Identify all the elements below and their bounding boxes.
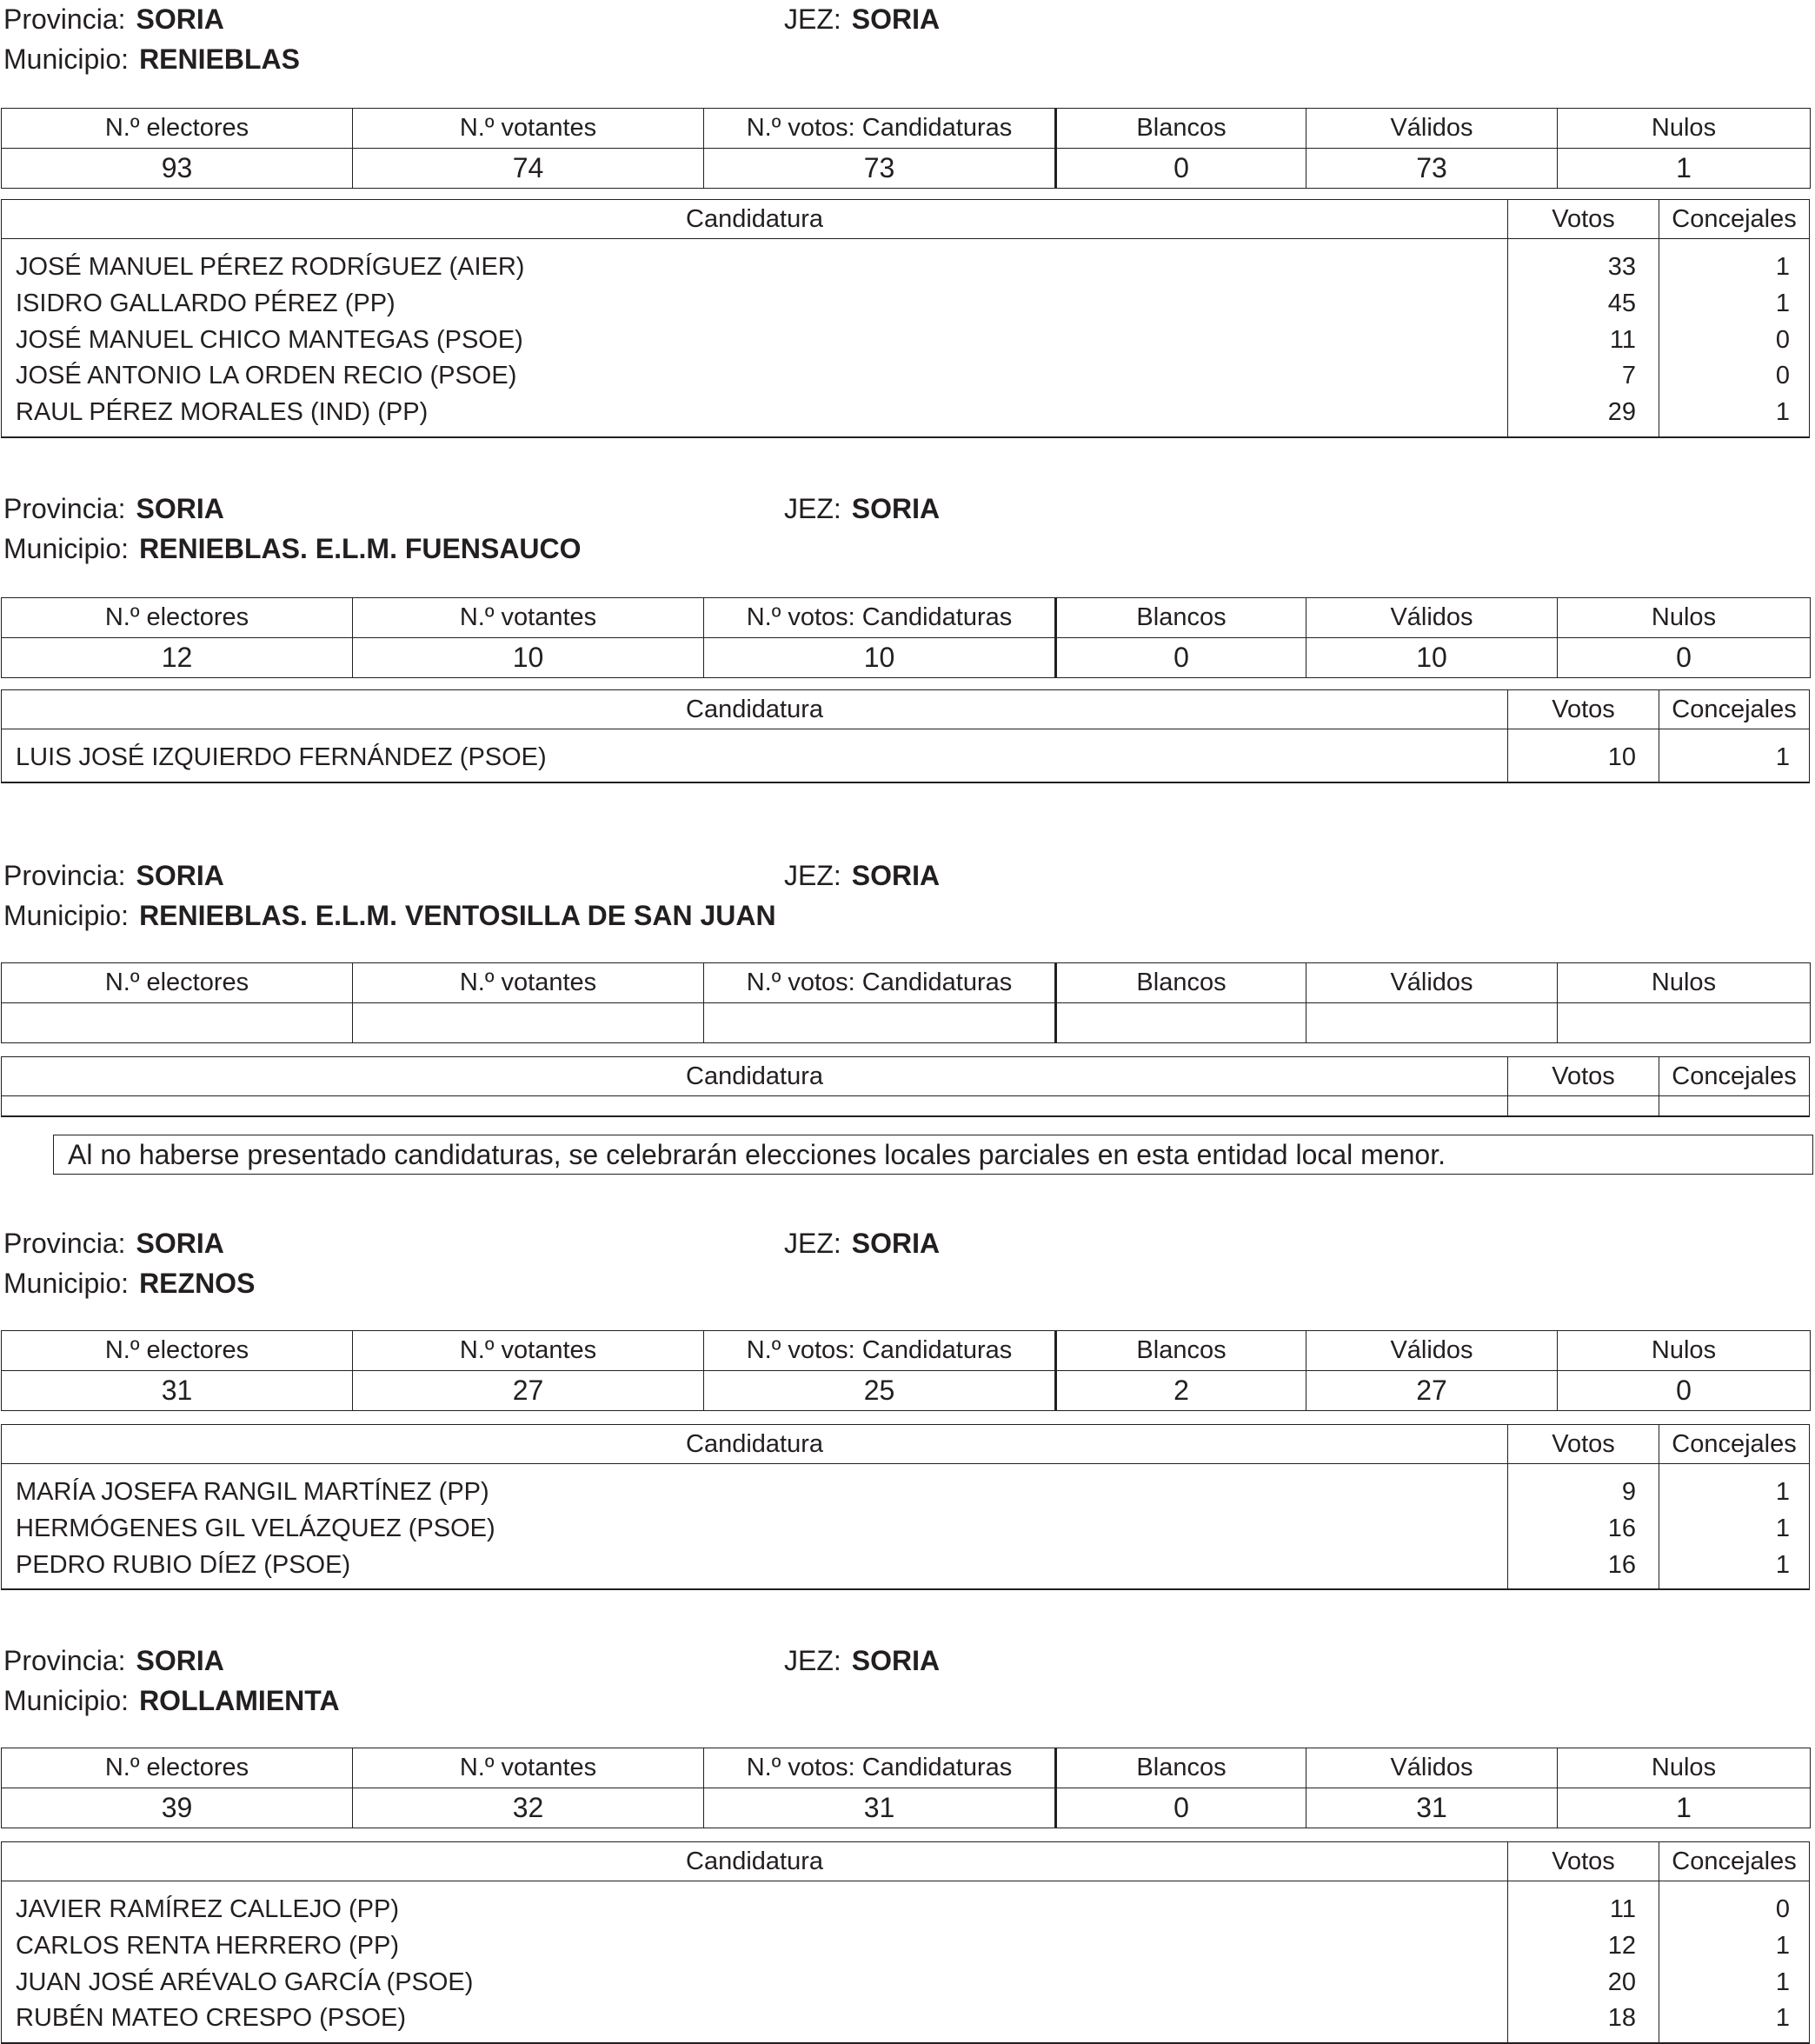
- nulos-value: 1: [1558, 1788, 1811, 1828]
- candidato-nombre: JUAN JOSÉ ARÉVALO GARCÍA (PSOE): [16, 1967, 474, 1996]
- jez-line: [784, 858, 940, 893]
- municipio-label: Municipio:: [3, 1268, 130, 1299]
- votantes-header: N.º votantes: [353, 963, 704, 1003]
- concejales-header: Concejales: [1672, 1062, 1797, 1090]
- candidatura-header: Candidatura: [2, 1842, 1508, 1881]
- blancos-value: 0: [1056, 638, 1306, 678]
- votantes-value: 74: [353, 149, 704, 189]
- summary-table: [1, 108, 1811, 189]
- candidato-concejales: 1: [1775, 398, 1790, 427]
- candidato-concejales: 0: [1775, 1895, 1790, 1923]
- candidato-votos: 11: [1609, 325, 1636, 354]
- provincia-label: Provincia:: [3, 1228, 126, 1259]
- candidato-concejales: 0: [1775, 362, 1790, 390]
- blancos-value: 0: [1056, 1788, 1306, 1828]
- provincia-label: Provincia:: [3, 493, 126, 524]
- jez-value: SORIA: [851, 1228, 941, 1259]
- nulos-header: Nulos: [1558, 598, 1811, 638]
- municipio-value: RENIEBLAS: [139, 43, 300, 75]
- validos-value: [1306, 1003, 1558, 1043]
- votantes-value: 32: [353, 1788, 704, 1828]
- candidato-votos: 12: [1607, 1931, 1636, 1960]
- jez-line: [784, 1226, 940, 1261]
- provincia-value: SORIA: [136, 3, 224, 35]
- candidato-nombre: RUBÉN MATEO CRESPO (PSOE): [16, 2004, 407, 2033]
- validos-value: 10: [1306, 638, 1558, 678]
- electores-value: 12: [2, 638, 353, 678]
- validos-value: 27: [1306, 1371, 1558, 1411]
- candidato-concejales: 1: [1775, 1967, 1790, 1996]
- candidato-names: [2, 1881, 1508, 2042]
- nota-box: Al no haberse presentado candidaturas, se celebrarán elecciones locales parciales en esta entidad local menor.: [53, 1135, 1813, 1175]
- votos-header: Votos: [1508, 1842, 1659, 1881]
- provincia-line: [3, 858, 224, 893]
- votantes-header: N.º votantes: [353, 1748, 704, 1788]
- votantes-header: N.º votantes: [353, 1331, 704, 1371]
- provincia-label: Provincia:: [3, 1645, 126, 1676]
- candidato-concejales: 0: [1775, 325, 1790, 354]
- nulos-header: Nulos: [1558, 963, 1811, 1003]
- municipio-value: RENIEBLAS. E.L.M. FUENSAUCO: [139, 533, 582, 564]
- candidato-votos-col: [1508, 1464, 1659, 1588]
- jez-label: JEZ:: [784, 1228, 841, 1259]
- candidato-nombre: HERMÓGENES GIL VELÁZQUEZ (PSOE): [16, 1514, 495, 1542]
- concejales-header: Concejales: [1672, 1847, 1797, 1875]
- candidatura-table: [1, 1841, 1810, 2044]
- blancos-value: [1056, 1003, 1306, 1043]
- summary-table: [1, 962, 1811, 1043]
- candidato-votos: 7: [1621, 362, 1636, 390]
- validos-value: 73: [1306, 149, 1558, 189]
- electores-header: N.º electores: [2, 963, 353, 1003]
- electores-header: N.º electores: [2, 1748, 353, 1788]
- validos-header: Válidos: [1306, 598, 1558, 638]
- blancos-header: Blancos: [1056, 1748, 1306, 1788]
- candidato-concejales-col: [1659, 729, 1809, 782]
- municipio-label: Municipio:: [3, 43, 130, 75]
- provincia-value: SORIA: [136, 493, 224, 524]
- electores-header: N.º electores: [2, 109, 353, 149]
- candidato-names: [2, 1096, 1508, 1115]
- candidato-nombre: LUIS JOSÉ IZQUIERDO FERNÁNDEZ (PSOE): [16, 743, 547, 771]
- candidatura-header: Candidatura: [2, 1057, 1508, 1095]
- candidato-votos-col: [1508, 1096, 1659, 1115]
- municipio-line: [3, 531, 582, 566]
- votos-candidaturas-value: 25: [704, 1371, 1056, 1411]
- votos-candidaturas-header: N.º votos: Candidaturas: [704, 1331, 1056, 1371]
- candidato-names: [2, 729, 1508, 782]
- blancos-header: Blancos: [1056, 109, 1306, 149]
- candidato-votos: 33: [1607, 253, 1636, 281]
- votos-candidaturas-header: N.º votos: Candidaturas: [704, 598, 1056, 638]
- votos-header: Votos: [1508, 200, 1659, 238]
- validos-header: Válidos: [1306, 109, 1558, 149]
- candidato-concejales: 1: [1775, 289, 1790, 317]
- validos-value: 31: [1306, 1788, 1558, 1828]
- jez-value: SORIA: [851, 860, 941, 891]
- candidato-names: [2, 1464, 1508, 1588]
- validos-header: Válidos: [1306, 1748, 1558, 1788]
- votantes-header: N.º votantes: [353, 598, 704, 638]
- jez-value: SORIA: [851, 493, 941, 524]
- candidatura-header: Candidatura: [2, 1425, 1508, 1463]
- concejales-header: Concejales: [1672, 695, 1797, 723]
- candidato-votos-col: [1508, 239, 1659, 436]
- votantes-value: 27: [353, 1371, 704, 1411]
- electores-header: N.º electores: [2, 598, 353, 638]
- jez-line: [784, 1643, 940, 1678]
- nulos-header: Nulos: [1558, 1331, 1811, 1371]
- nulos-value: 0: [1558, 1371, 1811, 1411]
- candidato-concejales: 1: [1775, 743, 1790, 771]
- jez-line: [784, 491, 940, 526]
- candidato-nombre: JOSÉ MANUEL PÉREZ RODRÍGUEZ (AIER): [16, 253, 525, 281]
- provincia-label: Provincia:: [3, 3, 126, 35]
- candidatura-table: [1, 1424, 1810, 1590]
- candidato-nombre: JOSÉ ANTONIO LA ORDEN RECIO (PSOE): [16, 362, 517, 390]
- provincia-value: SORIA: [136, 860, 224, 891]
- summary-table: [1, 1748, 1811, 1828]
- votos-header: Votos: [1508, 1425, 1659, 1463]
- summary-table: [1, 597, 1811, 678]
- blancos-value: 2: [1056, 1371, 1306, 1411]
- concejales-header: Concejales: [1672, 1429, 1797, 1458]
- jez-line: [784, 2, 940, 37]
- validos-header: Válidos: [1306, 963, 1558, 1003]
- votantes-value: 10: [353, 638, 704, 678]
- electores-header: N.º electores: [2, 1331, 353, 1371]
- candidato-concejales-col: [1659, 1881, 1809, 2042]
- candidato-concejales: 1: [1775, 1514, 1790, 1542]
- provincia-label: Provincia:: [3, 860, 126, 891]
- candidatura-header: Candidatura: [2, 200, 1508, 238]
- candidato-concejales: 1: [1775, 2004, 1790, 2033]
- blancos-header: Blancos: [1056, 963, 1306, 1003]
- votos-candidaturas-value: [704, 1003, 1056, 1043]
- municipio-label: Municipio:: [3, 1685, 130, 1716]
- jez-label: JEZ:: [784, 493, 841, 524]
- candidato-nombre: CARLOS RENTA HERRERO (PP): [16, 1931, 399, 1960]
- candidatura-table: [1, 1056, 1810, 1117]
- candidato-concejales: 1: [1775, 253, 1790, 281]
- municipio-line: [3, 42, 300, 77]
- municipio-line: [3, 1683, 340, 1718]
- provincia-value: SORIA: [136, 1645, 224, 1676]
- candidato-votos-col: [1508, 729, 1659, 782]
- candidato-names: [2, 239, 1508, 436]
- votos-candidaturas-value: 31: [704, 1788, 1056, 1828]
- jez-value: SORIA: [851, 3, 941, 35]
- candidato-votos: 29: [1607, 398, 1636, 427]
- jez-label: JEZ:: [784, 1645, 841, 1676]
- candidato-votos-col: [1508, 1881, 1659, 2042]
- votos-candidaturas-header: N.º votos: Candidaturas: [704, 109, 1056, 149]
- votos-candidaturas-value: 73: [704, 149, 1056, 189]
- electores-value: 93: [2, 149, 353, 189]
- provincia-line: [3, 2, 224, 37]
- electores-value: [2, 1003, 353, 1043]
- municipio-value: ROLLAMIENTA: [139, 1685, 340, 1716]
- candidato-concejales: 1: [1775, 1478, 1790, 1506]
- provincia-line: [3, 1226, 224, 1261]
- candidato-votos: 45: [1607, 289, 1636, 317]
- validos-header: Válidos: [1306, 1331, 1558, 1371]
- votos-header: Votos: [1508, 690, 1659, 729]
- blancos-header: Blancos: [1056, 598, 1306, 638]
- municipio-value: RENIEBLAS. E.L.M. VENTOSILLA DE SAN JUAN: [139, 900, 776, 931]
- votos-candidaturas-header: N.º votos: Candidaturas: [704, 963, 1056, 1003]
- candidatura-table: [1, 689, 1810, 783]
- municipio-value: REZNOS: [139, 1268, 256, 1299]
- votos-candidaturas-header: N.º votos: Candidaturas: [704, 1748, 1056, 1788]
- nulos-value: 0: [1558, 638, 1811, 678]
- candidato-concejales: 1: [1775, 1550, 1790, 1579]
- concejales-header: Concejales: [1672, 204, 1797, 233]
- candidato-nombre: RAUL PÉREZ MORALES (IND) (PP): [16, 398, 429, 427]
- candidato-votos: 16: [1607, 1514, 1636, 1542]
- nulos-header: Nulos: [1558, 1748, 1811, 1788]
- nulos-value: [1558, 1003, 1811, 1043]
- candidato-nombre: ISIDRO GALLARDO PÉREZ (PP): [16, 289, 396, 317]
- provincia-line: [3, 1643, 224, 1678]
- blancos-header: Blancos: [1056, 1331, 1306, 1371]
- jez-value: SORIA: [851, 1645, 941, 1676]
- candidato-concejales-col: [1659, 1464, 1809, 1588]
- votos-candidaturas-value: 10: [704, 638, 1056, 678]
- votantes-value: [353, 1003, 704, 1043]
- votantes-header: N.º votantes: [353, 109, 704, 149]
- candidato-concejales-col: [1659, 239, 1809, 436]
- candidato-votos: 20: [1607, 1967, 1636, 1996]
- electores-value: 39: [2, 1788, 353, 1828]
- blancos-value: 0: [1056, 149, 1306, 189]
- nulos-header: Nulos: [1558, 109, 1811, 149]
- votos-header: Votos: [1508, 1057, 1659, 1095]
- nulos-value: 1: [1558, 149, 1811, 189]
- candidato-votos: 18: [1607, 2004, 1636, 2033]
- provincia-line: [3, 491, 224, 526]
- municipio-line: [3, 1266, 255, 1301]
- jez-label: JEZ:: [784, 860, 841, 891]
- candidatura-table: [1, 199, 1810, 438]
- candidato-votos: 9: [1621, 1478, 1636, 1506]
- municipio-label: Municipio:: [3, 900, 130, 931]
- candidato-concejales-col: [1659, 1096, 1809, 1115]
- candidato-nombre: JOSÉ MANUEL CHICO MANTEGAS (PSOE): [16, 325, 523, 354]
- jez-label: JEZ:: [784, 3, 841, 35]
- candidato-nombre: MARÍA JOSEFA RANGIL MARTÍNEZ (PP): [16, 1478, 489, 1506]
- candidatura-header: Candidatura: [2, 690, 1508, 729]
- electores-value: 31: [2, 1371, 353, 1411]
- candidato-votos: 10: [1607, 743, 1636, 771]
- summary-table: [1, 1330, 1811, 1411]
- provincia-value: SORIA: [136, 1228, 224, 1259]
- candidato-votos: 11: [1609, 1895, 1636, 1923]
- municipio-label: Municipio:: [3, 533, 130, 564]
- municipio-line: [3, 898, 776, 933]
- candidato-votos: 16: [1607, 1550, 1636, 1579]
- candidato-concejales: 1: [1775, 1931, 1790, 1960]
- candidato-nombre: PEDRO RUBIO DÍEZ (PSOE): [16, 1550, 351, 1579]
- candidato-nombre: JAVIER RAMÍREZ CALLEJO (PP): [16, 1895, 399, 1923]
